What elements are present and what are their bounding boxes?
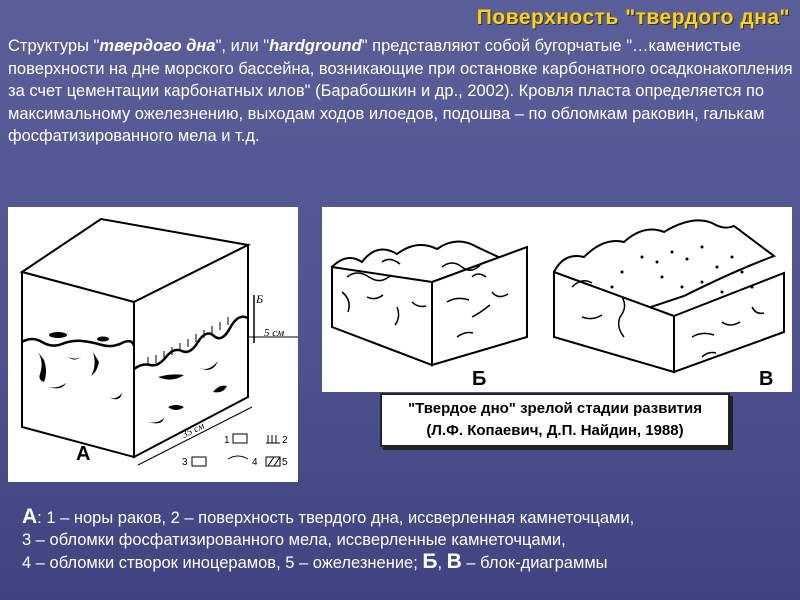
intro-text-1: Структуры " — [8, 37, 100, 55]
figure-bv-drawing — [322, 207, 792, 392]
intro-text-2: ", или " — [215, 37, 270, 55]
svg-text:2: 2 — [282, 435, 288, 446]
legend-paragraph — [22, 506, 792, 574]
legend-letter-b: Б — [422, 550, 438, 573]
figure-a-legend — [182, 434, 288, 468]
dim-height-label: 5 см — [264, 327, 285, 339]
figure-a-block-diagram — [8, 207, 298, 482]
figure-bv-block-diagrams — [322, 207, 792, 392]
intro-term-hardbottom: твердого дна — [99, 37, 216, 55]
intro-term-hardground: hardground — [269, 37, 362, 55]
caption-line-1: "Твердое дно" зрелой стадии развития — [408, 400, 702, 417]
svg-text:1: 1 — [224, 435, 230, 446]
legend-letter-a: А — [22, 505, 38, 528]
legend-line-1: А: 1 – норы раков, 2 – поверхность твердого дна, иссверленная камнеточцами, — [22, 505, 635, 528]
figure-a-drawing — [8, 207, 298, 482]
slide-title: Поверхность "твердого дна" — [476, 6, 790, 29]
legend-line-2: 3 – обломки фосфатизированного мела, иссверленные камнеточцами, — [22, 531, 566, 549]
figure-b-letter: Б — [472, 368, 487, 390]
block-front-face — [22, 272, 134, 457]
svg-text:5: 5 — [282, 457, 288, 468]
figure-a-letter: А — [76, 443, 91, 465]
legend-line-3: 4 – обломки створок иноцерамов, 5 – ожелезнение; Б, В – блок-диаграммы — [22, 550, 608, 573]
figure-caption — [380, 393, 730, 447]
intro-paragraph — [8, 35, 793, 148]
svg-text:4: 4 — [252, 457, 258, 468]
intro-text-3: " представляют собой бугорчатые "…каменистые поверхности на дне морского бассейна, возникающие при остановке карбонатного осадконакопления за счет цементации карбонатных илов" (Барабошкин и др., 2002). Кровля пласта определяется по максимальному ожелезнению, выходам ходов илоедов, подошва – по обломкам раковин, галькам фосфатизированного мела и т.д. — [8, 37, 793, 145]
figure-v-letter: В — [759, 368, 774, 390]
label-b-small: Б — [256, 292, 264, 306]
legend-letter-v: В — [446, 550, 462, 573]
caption-line-2: (Л.Ф. Копаевич, Д.П. Найдин, 1988) — [426, 422, 684, 439]
shell-fragment-1 — [49, 332, 67, 338]
block-b-front — [332, 267, 432, 365]
dim-length-label: 35 см — [180, 420, 207, 441]
svg-text:3: 3 — [182, 457, 188, 468]
